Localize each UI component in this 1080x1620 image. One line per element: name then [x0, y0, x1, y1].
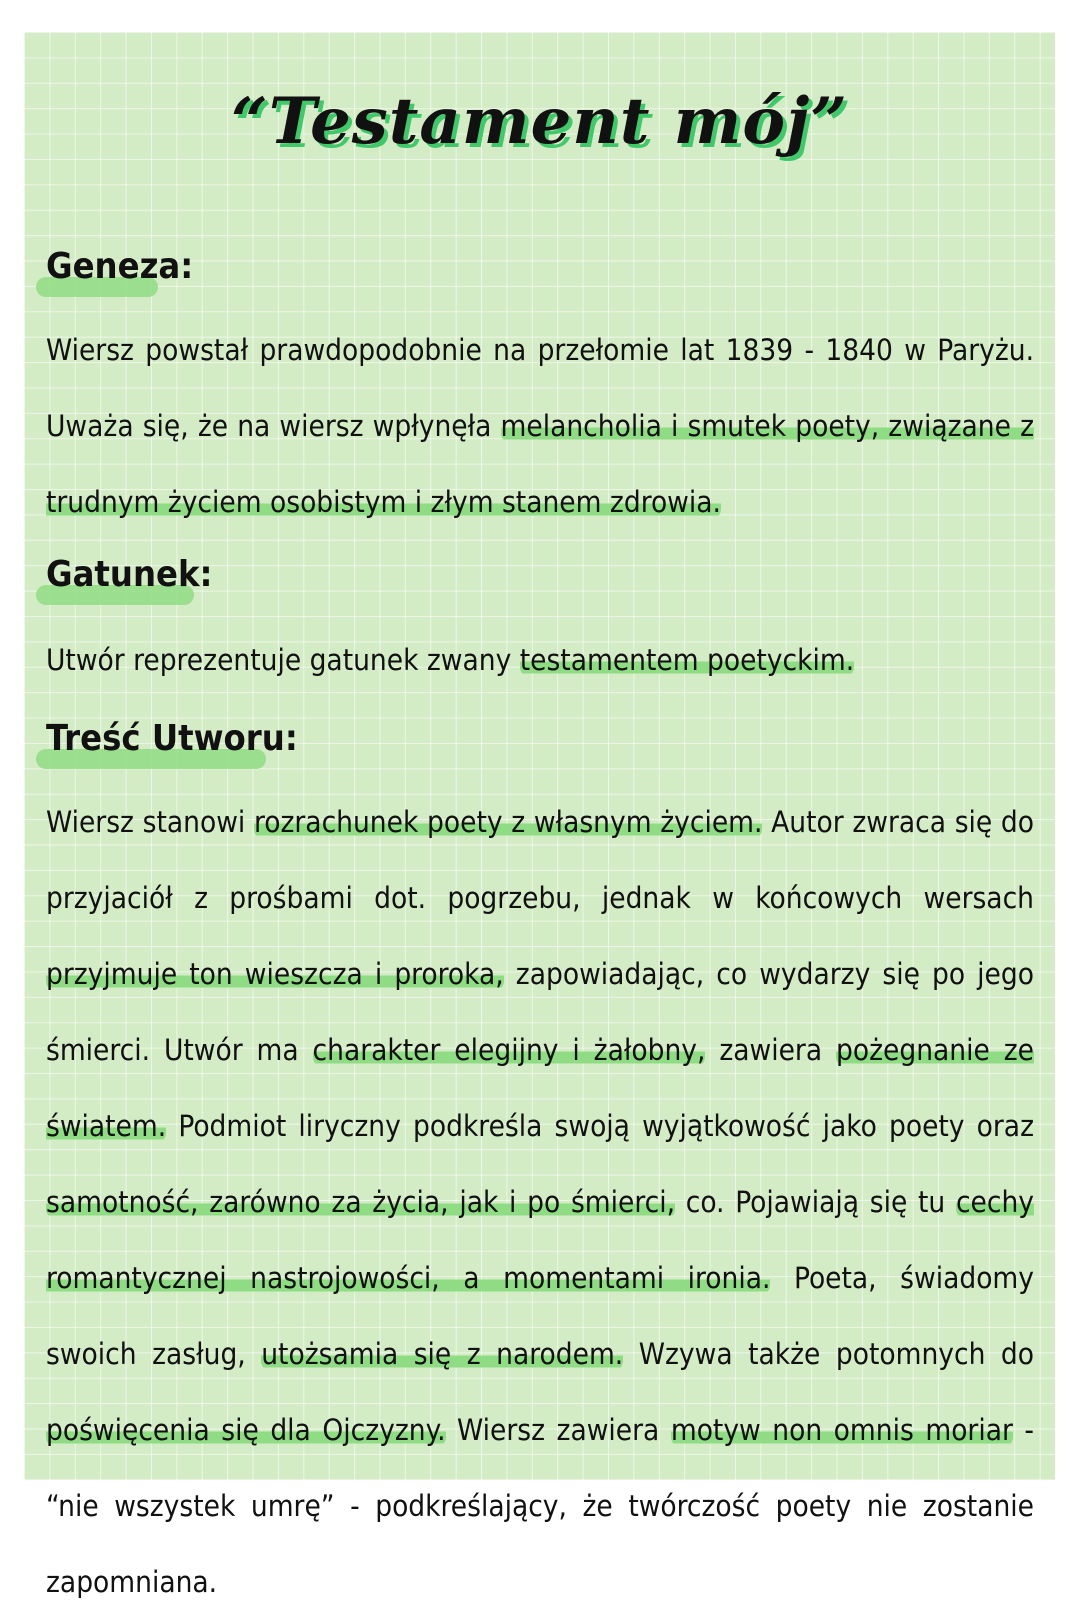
highlighted-text: pożegnanie ze światem.: [46, 1033, 1034, 1143]
text-segment: Poeta, świadomy swoich zasług,: [46, 1261, 1034, 1371]
title-container: [24, 84, 1055, 159]
text-segment: Wiersz zawiera: [445, 1413, 671, 1447]
highlighted-text: rozrachunek poety z własnym życiem.: [253, 805, 763, 839]
heading-label: Geneza:: [46, 246, 194, 287]
highlighted-text: utożsamia się z narodem.: [261, 1337, 624, 1371]
paragraph-geneza: [46, 312, 1034, 540]
heading-tresc-utworu: [46, 718, 298, 759]
notebook-page: [24, 32, 1055, 1599]
highlighted-text: cechy romantycznej nastrojowości, a momentami ironia.: [46, 1185, 1034, 1295]
paragraph-gatunek: [46, 622, 1034, 698]
text-segment: zapowiadając, co wydarzy się po jego śmierci. Utwór ma: [46, 957, 1034, 1067]
paragraph-tresc-utworu: [46, 784, 1034, 1620]
heading-gatunek: [46, 554, 213, 595]
highlighted-text: poświęcenia się dla Ojczyzny.: [46, 1413, 446, 1447]
highlighted-text: charakter elegijny i żałobny,: [312, 1033, 706, 1067]
highlighted-text: samotność, zarówno za życia, jak i po śmierci,: [46, 1185, 676, 1219]
text-segment: zawiera: [705, 1033, 836, 1067]
text-segment: Utwór reprezentuje gatunek zwany: [46, 643, 520, 677]
text-segment: - “nie wszystek umrę” - podkreślający, że twórczość poety nie zostanie zapomniana.: [46, 1413, 1034, 1599]
heading-geneza: [46, 246, 193, 287]
heading-label: Treść Utworu:: [46, 718, 298, 759]
page-title: “Testament mój”: [230, 84, 849, 159]
highlighted-text: melancholia i smutek poety, związane z trudnym życiem osobistym i złym stanem zdrowia.: [46, 409, 1034, 519]
highlighted-text: testamentem poetyckim.: [519, 643, 855, 677]
text-segment: Wiersz stanowi: [46, 805, 254, 839]
text-segment: Podmiot liryczny podkreśla swoją wyjątkowość jako poety oraz: [166, 1109, 1034, 1143]
highlighted-text: motyw non omnis moriar: [670, 1413, 1013, 1447]
text-segment: co. Pojawiają się tu: [675, 1185, 956, 1219]
heading-label: Gatunek:: [46, 554, 213, 595]
text-segment: Wiersz powstał prawdopodobnie na przełomie lat 1839 - 1840 w Paryżu. Uważa się, że na wiersz wpłynęła: [46, 333, 1034, 443]
highlighted-text: przyjmuje ton wieszcza i proroka,: [46, 957, 504, 991]
text-segment: Autor zwraca się do przyjaciół z prośbami dot. pogrzebu, jednak w końcowych wersach: [46, 805, 1035, 915]
text-segment: Wzywa także potomnych do: [623, 1337, 1034, 1371]
